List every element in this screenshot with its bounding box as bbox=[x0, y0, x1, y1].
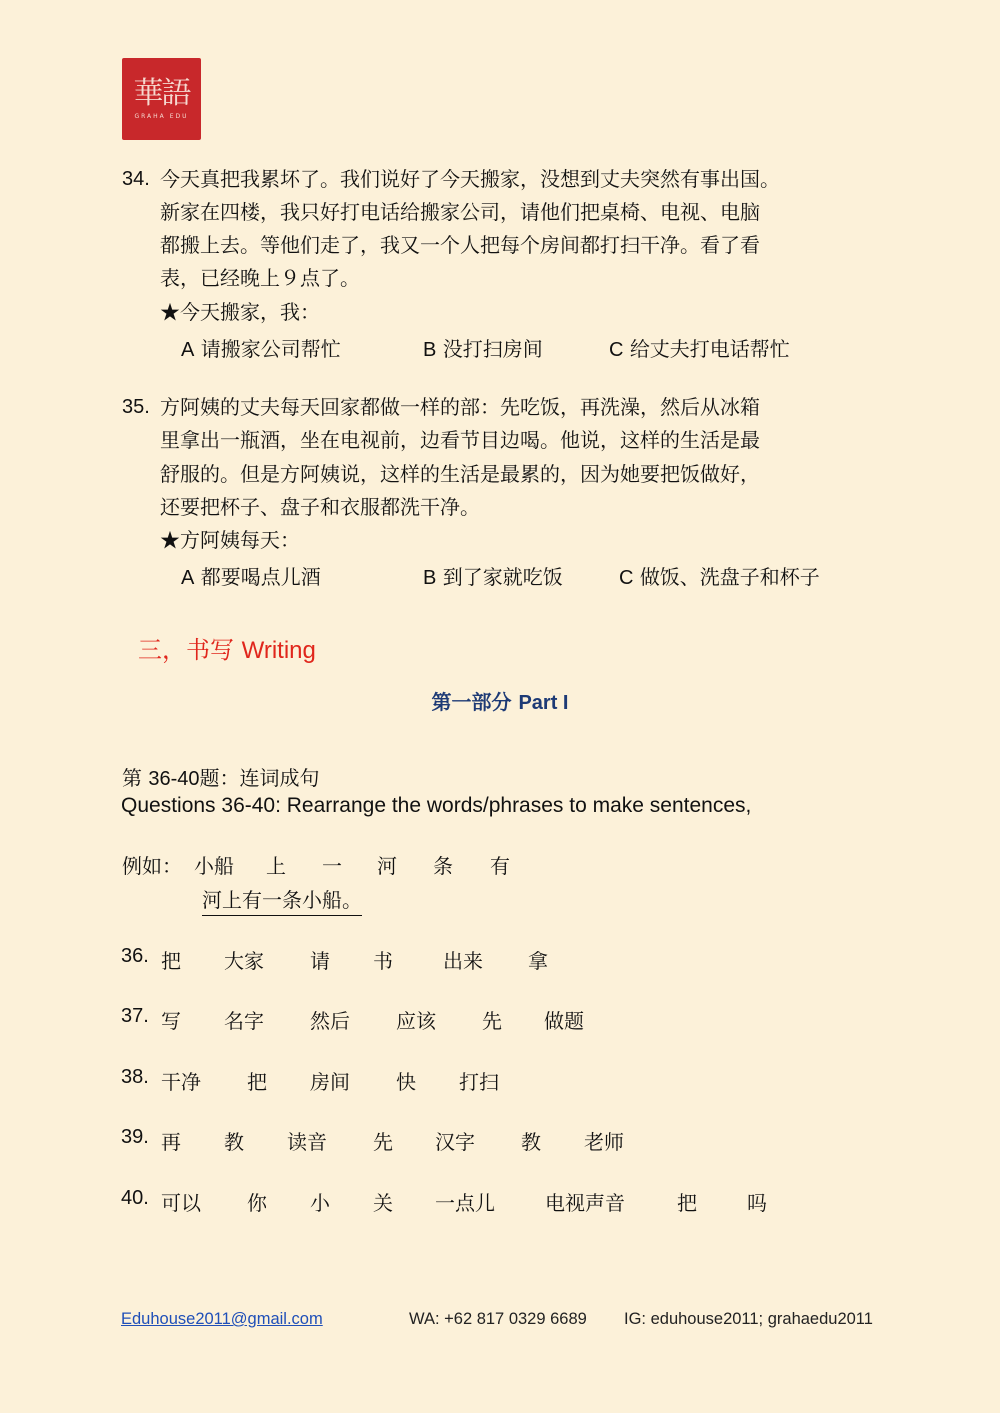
word-chip[interactable]: 快 bbox=[396, 1070, 416, 1094]
question-number: 35. bbox=[122, 396, 150, 418]
passage-line: 新家在四楼，我只好打电话给搬家公司，请他们把桌椅、电视、电脑 bbox=[160, 200, 760, 224]
word-chip[interactable]: 出来 bbox=[443, 949, 483, 973]
word-chip[interactable]: 把 bbox=[677, 1191, 697, 1215]
option-a[interactable] bbox=[181, 333, 341, 362]
footer-email[interactable] bbox=[121, 1310, 323, 1329]
word-chip[interactable]: 教 bbox=[521, 1130, 541, 1154]
footer-instagram: IG: eduhouse2011; grahaedu2011 bbox=[624, 1310, 873, 1328]
option-text: 请搬家公司帮忙 bbox=[200, 337, 341, 361]
question-number: 38. bbox=[121, 1066, 149, 1088]
section-heading-en: Writing bbox=[241, 637, 316, 664]
passage-line: 都搬上去。等他们走了，我又一个人把每个房间都打扫干净。看了看 bbox=[160, 233, 760, 257]
word-chip[interactable]: 打扫 bbox=[459, 1070, 499, 1094]
option-a[interactable] bbox=[181, 561, 321, 590]
word-chip[interactable]: 老师 bbox=[584, 1130, 624, 1154]
word-chip[interactable]: 干净 bbox=[161, 1070, 201, 1094]
part-title-en: Part I bbox=[518, 692, 569, 714]
word-chip[interactable]: 一点儿 bbox=[435, 1191, 495, 1215]
word-chip[interactable]: 读音 bbox=[287, 1130, 327, 1154]
option-c[interactable] bbox=[619, 561, 820, 590]
question-number: 40. bbox=[121, 1187, 149, 1209]
option-letter: C bbox=[619, 567, 634, 589]
logo bbox=[122, 58, 201, 140]
word-chip[interactable]: 再 bbox=[161, 1130, 181, 1154]
word-chip[interactable]: 关 bbox=[373, 1191, 393, 1215]
instructions-range: 36-40 bbox=[148, 768, 200, 790]
word-chip[interactable]: 做题 bbox=[544, 1009, 584, 1033]
option-text: 做饭、洗盘子和杯子 bbox=[639, 565, 820, 589]
word-chip[interactable]: 请 bbox=[310, 949, 330, 973]
word-chip[interactable]: 把 bbox=[247, 1070, 267, 1094]
question-number: 36. bbox=[121, 945, 149, 967]
option-letter: A bbox=[181, 339, 195, 361]
word-chip[interactable]: 你 bbox=[247, 1191, 267, 1215]
passage-line: 还要把杯子、盘子和衣服都洗干净。 bbox=[160, 495, 480, 519]
word-chip[interactable]: 写 bbox=[161, 1009, 181, 1033]
section-heading-cn: 三，书写 bbox=[138, 636, 234, 664]
example-answer: 河上有一条小船。 bbox=[202, 884, 362, 916]
word-chip[interactable]: 小船 bbox=[194, 854, 234, 878]
word-chip[interactable]: 名字 bbox=[224, 1009, 264, 1033]
word-chip[interactable]: 书 bbox=[373, 949, 393, 973]
passage-line: 表，已经晚上９点了。 bbox=[160, 266, 360, 290]
option-letter: C bbox=[609, 339, 624, 361]
passage-line: 今天真把我累坏了。我们说好了今天搬家，没想到丈夫突然有事出国。 bbox=[160, 167, 780, 191]
word-chip[interactable]: 一 bbox=[322, 854, 342, 878]
instructions-label: 第 bbox=[122, 766, 142, 790]
word-chip[interactable]: 电视声音 bbox=[545, 1191, 625, 1215]
footer-whatsapp: WA: +62 817 0329 6689 bbox=[409, 1310, 587, 1328]
option-text: 到了家就吃饭 bbox=[442, 565, 563, 589]
option-text: 没打扫房间 bbox=[442, 337, 543, 361]
option-letter: A bbox=[181, 567, 195, 589]
word-chip[interactable]: 吗 bbox=[747, 1191, 767, 1215]
word-chip[interactable]: 房间 bbox=[310, 1070, 350, 1094]
question-prompt: ★今天搬家，我： bbox=[160, 300, 320, 324]
word-chip[interactable]: 然后 bbox=[310, 1009, 350, 1033]
logo-mark: 華語 bbox=[133, 75, 190, 111]
word-chip[interactable]: 教 bbox=[224, 1130, 244, 1154]
word-chip[interactable]: 把 bbox=[161, 949, 181, 973]
question-number: 39. bbox=[121, 1126, 149, 1148]
word-chip[interactable]: 可以 bbox=[161, 1191, 201, 1215]
word-chip[interactable]: 应该 bbox=[396, 1009, 436, 1033]
option-b[interactable] bbox=[423, 561, 563, 590]
instructions-rest: 题：连词成句 bbox=[199, 766, 320, 790]
part-title bbox=[0, 686, 1000, 715]
instructions-en: Questions 36-40: Rearrange the words/phrases to make sentences, bbox=[121, 794, 752, 817]
passage-line: 方阿姨的丈夫每天回家都做一样的部：先吃饭，再洗澡，然后从冰箱 bbox=[160, 395, 760, 419]
word-chip[interactable]: 河 bbox=[377, 854, 397, 878]
question-number: 37. bbox=[121, 1005, 149, 1027]
logo-brand: GRAHA EDU bbox=[134, 112, 189, 120]
word-chip[interactable]: 先 bbox=[373, 1130, 393, 1154]
instructions-cn bbox=[122, 762, 320, 791]
option-b[interactable] bbox=[423, 333, 543, 362]
word-chip[interactable]: 有 bbox=[490, 854, 510, 878]
option-letter: B bbox=[423, 339, 437, 361]
passage-line: 里拿出一瓶酒，坐在电视前，边看节目边喝。他说，这样的生活是最 bbox=[160, 428, 760, 452]
word-chip[interactable]: 条 bbox=[433, 854, 453, 878]
email-link[interactable]: Eduhouse2011@gmail.com bbox=[121, 1310, 323, 1328]
option-letter: B bbox=[423, 567, 437, 589]
section-heading bbox=[138, 630, 316, 665]
passage-line: 舒服的。但是方阿姨说，这样的生活是最累的，因为她要把饭做好， bbox=[160, 462, 760, 486]
question-prompt: ★方阿姨每天： bbox=[160, 528, 300, 552]
word-chip[interactable]: 拿 bbox=[528, 949, 548, 973]
option-text: 都要喝点儿酒 bbox=[200, 565, 321, 589]
part-title-cn: 第一部分 bbox=[431, 690, 512, 714]
question-number: 34. bbox=[122, 168, 150, 190]
word-chip[interactable]: 上 bbox=[266, 854, 286, 878]
word-chip[interactable]: 大家 bbox=[224, 949, 264, 973]
option-text: 给丈夫打电话帮忙 bbox=[629, 337, 790, 361]
word-chip[interactable]: 先 bbox=[482, 1009, 502, 1033]
option-c[interactable] bbox=[609, 333, 790, 362]
example-label: 例如： bbox=[122, 854, 182, 878]
word-chip[interactable]: 小 bbox=[310, 1191, 330, 1215]
word-chip[interactable]: 汉字 bbox=[435, 1130, 475, 1154]
